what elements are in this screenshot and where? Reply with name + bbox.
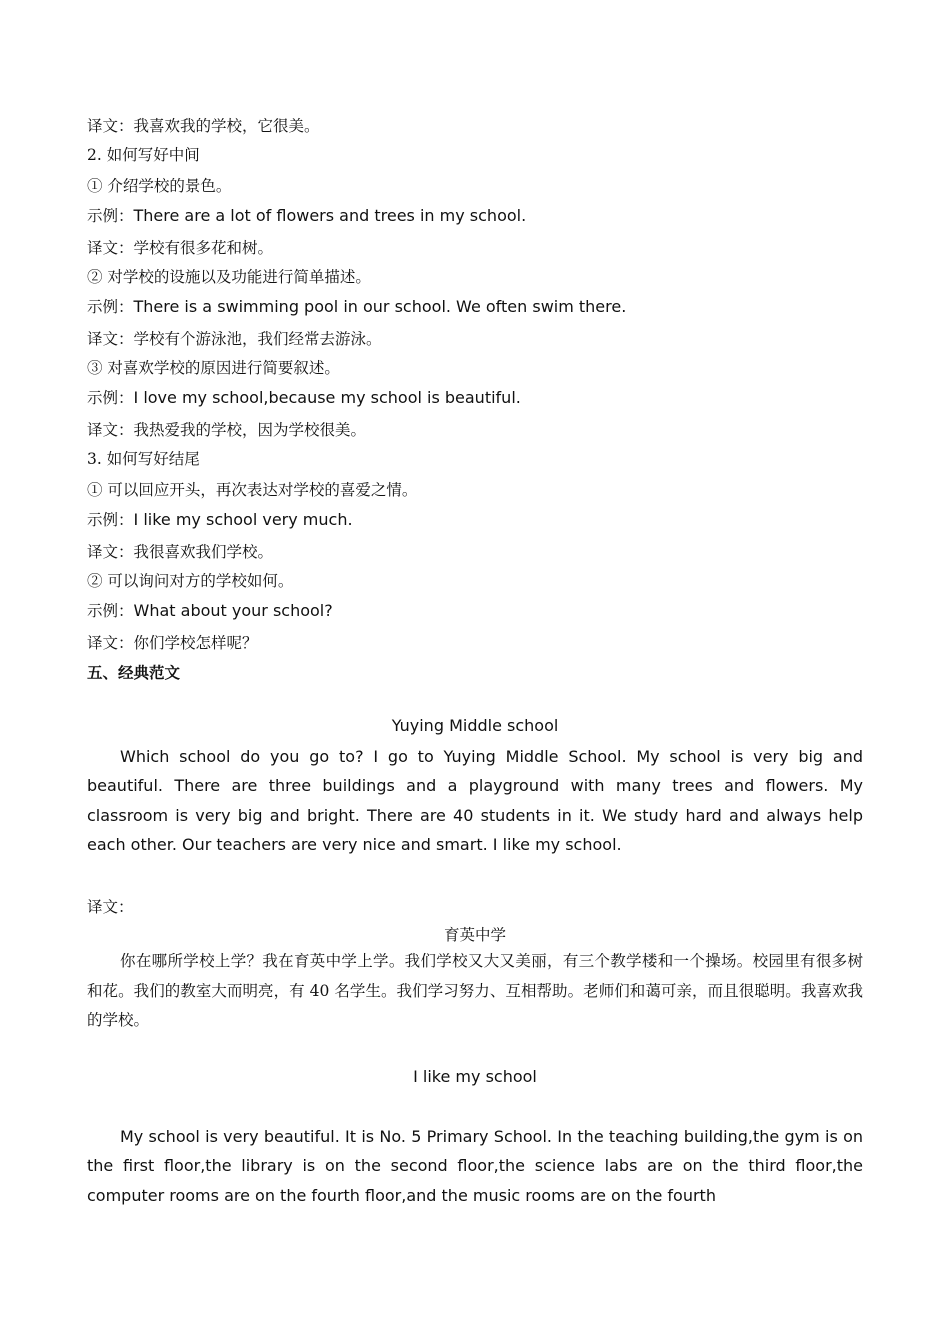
- example-label: 示例：: [87, 389, 134, 407]
- translation-label: 译文：: [87, 898, 134, 916]
- example-sentence: There is a swimming pool in our school. We often swim there.: [133, 297, 627, 316]
- example-label: 示例：: [87, 207, 134, 225]
- example-line: [87, 386, 521, 408]
- essay-body: Which school do you go to? I go to Yuying Middle School. My school is very big and beautiful. There are three buildings and a playground with many trees and flowers. My classroom is very big and bright. There are 40 students in it. We study hard and always help each other. Our teachers are very nice and smart. I like my school.: [87, 747, 863, 854]
- tip-item: ① 可以回应开头，再次表达对学校的喜爱之情。: [87, 481, 418, 499]
- essay-body: My school is very beautiful. It is No. 5 Primary School. In the teaching building,the gym is on the first floor,the library is on the second floor,the science labs are on the third floor,the computer rooms are on the fourth floor,and the music rooms are on the fourth: [87, 1127, 863, 1205]
- translation-line: 译文：学校有很多花和树。: [87, 239, 274, 257]
- example-line: [87, 295, 626, 317]
- translation-body: 你在哪所学校上学？我在育英中学上学。我们学校又大又美丽，有三个教学楼和一个操场。校园里有很多树和花。我们的教室大而明亮，有 40 名学生。我们学习努力、互相帮助。老师们和蔼可亲，而且很聪明。我喜欢我的学校。: [87, 952, 863, 1029]
- essay-title: I like my school: [413, 1067, 537, 1086]
- essay-title: Yuying Middle school: [391, 716, 559, 735]
- example-sentence: I like my school very much.: [133, 510, 353, 529]
- translation-line: 译文：你们学校怎样呢？: [87, 634, 258, 652]
- translation-line: 译文：我很喜欢我们学校。: [87, 543, 274, 561]
- subheading-middle: 2. 如何写好中间: [87, 146, 200, 164]
- example-sentence: I love my school,because my school is beautiful.: [133, 388, 521, 407]
- example-line: [87, 204, 526, 226]
- example-sentence: There are a lot of flowers and trees in my school.: [133, 206, 527, 225]
- translation-line: 译文：我喜欢我的学校，它很美。: [87, 117, 320, 135]
- example-line: [87, 508, 353, 530]
- subheading-ending: 3. 如何写好结尾: [87, 450, 200, 468]
- tip-item: ① 介绍学校的景色。: [87, 177, 232, 195]
- example-line: [87, 599, 333, 621]
- example-sentence: What about your school?: [133, 601, 333, 620]
- example-label: 示例：: [87, 511, 134, 529]
- tip-item: ② 可以询问对方的学校如何。: [87, 572, 294, 590]
- translation-title: 育英中学: [443, 926, 506, 944]
- tip-item: ② 对学校的设施以及功能进行简单描述。: [87, 268, 371, 286]
- translation-line: 译文：我热爱我的学校，因为学校很美。: [87, 421, 367, 439]
- translation-line: 译文：学校有个游泳池，我们经常去游泳。: [87, 330, 382, 348]
- example-label: 示例：: [87, 602, 134, 620]
- section-heading: 五、经典范文: [87, 663, 181, 682]
- tip-item: ③ 对喜欢学校的原因进行简要叙述。: [87, 359, 340, 377]
- example-label: 示例：: [87, 298, 134, 316]
